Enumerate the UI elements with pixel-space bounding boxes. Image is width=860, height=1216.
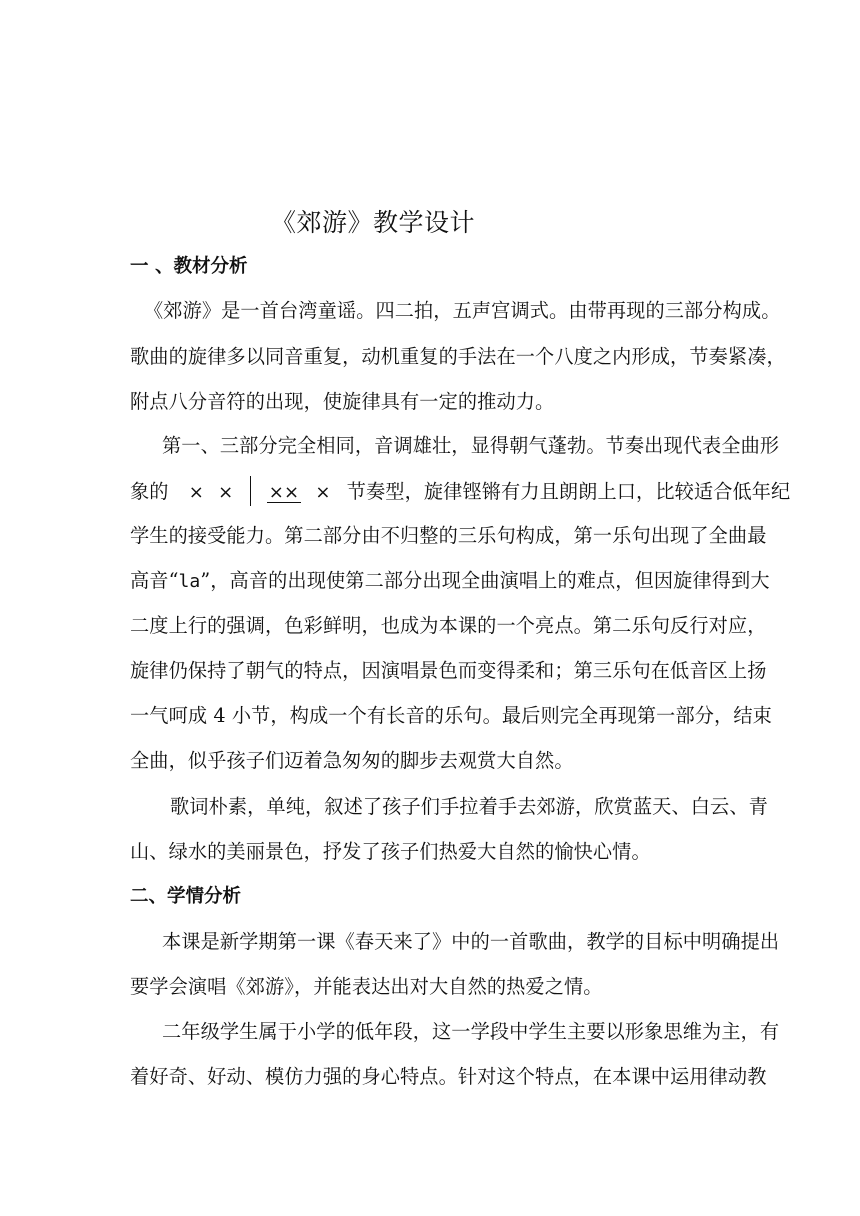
paragraph-line: 要学会演唱《郊游》，并能表达出对大自然的热爱之情。 xyxy=(130,975,603,998)
section-heading-materials: 一 、教材分析 xyxy=(130,256,248,277)
section-heading-learners: 二、学情分析 xyxy=(130,886,242,907)
paragraph-text: ”，高音的出现使第二部分出现全曲演唱上的难点，但因旋律得到大 xyxy=(200,569,770,592)
paragraph-line: 全曲，似乎孩子们迈着急匆匆的脚步去观赏大自然。 xyxy=(130,749,574,772)
paragraph-text: 节奏型，旋律铿锵有力且朗朗上口，比较适合低年纪 xyxy=(346,480,791,503)
paragraph-line: 本课是新学期第一课《春天来了》中的一首歌曲，教学的目标中明确提出 xyxy=(162,930,780,953)
paragraph-line: 歌词朴素，单纯，叙述了孩子们手拉着手去郊游，欣赏蓝天、白云、青 xyxy=(170,795,768,818)
paragraph-line: 歌曲的旋律多以同音重复，动机重复的手法在一个八度之内形成，节奏紧凑， xyxy=(130,345,786,368)
paragraph-text: 象的 xyxy=(130,480,169,503)
bar-line xyxy=(250,476,251,506)
paragraph-line: 一气呵成 4 小节，构成一个有长音的乐句。最后则完全再现第一部分，结束 xyxy=(130,704,772,727)
rhythm-note: × xyxy=(188,482,204,503)
rhythm-pattern-line xyxy=(130,476,790,506)
rhythm-note: × xyxy=(218,482,234,503)
paragraph-line: 《郊游》是一首台湾童谣。四二拍，五声宫调式。由带再现的三部分构成。 xyxy=(144,299,781,322)
paragraph-line: 学生的接受能力。第二部分由不归整的三乐句构成，第一乐句出现了全曲最 xyxy=(130,524,767,547)
paragraph-line: 第一、三部分完全相同，音调雄壮，显得朝气蓬勃。节奏出现代表全曲形 xyxy=(162,434,780,457)
rhythm-note: × xyxy=(315,482,331,503)
paragraph-line: 二度上行的强调，色彩鲜明，也成为本课的一个亮点。第二乐句反行对应， xyxy=(130,614,767,637)
paragraph-text: 高音“ xyxy=(130,569,179,592)
paragraph-line: 旋律仍保持了朝气的特点，因演唱景色而变得柔和；第三乐句在低音区上扬 xyxy=(130,659,767,682)
document-title: 《郊游》教学设计 xyxy=(271,208,476,237)
paragraph-line: 附点八分音符的出现，使旋律具有一定的推动力。 xyxy=(130,390,555,413)
paragraph-line xyxy=(130,566,770,593)
note-name: la xyxy=(178,571,201,592)
paragraph-line: 山、绿水的美丽景色，抒发了孩子们热爱大自然的愉快心情。 xyxy=(130,840,651,863)
rhythm-beamed-notes: ×× xyxy=(268,482,300,503)
paragraph-line: 着好奇、好动、模仿力强的身心特点。针对这个特点，在本课中运用律动教 xyxy=(130,1065,767,1088)
paragraph-line: 二年级学生属于小学的低年段，这一学段中学生主要以形象思维为主，有 xyxy=(162,1020,780,1043)
